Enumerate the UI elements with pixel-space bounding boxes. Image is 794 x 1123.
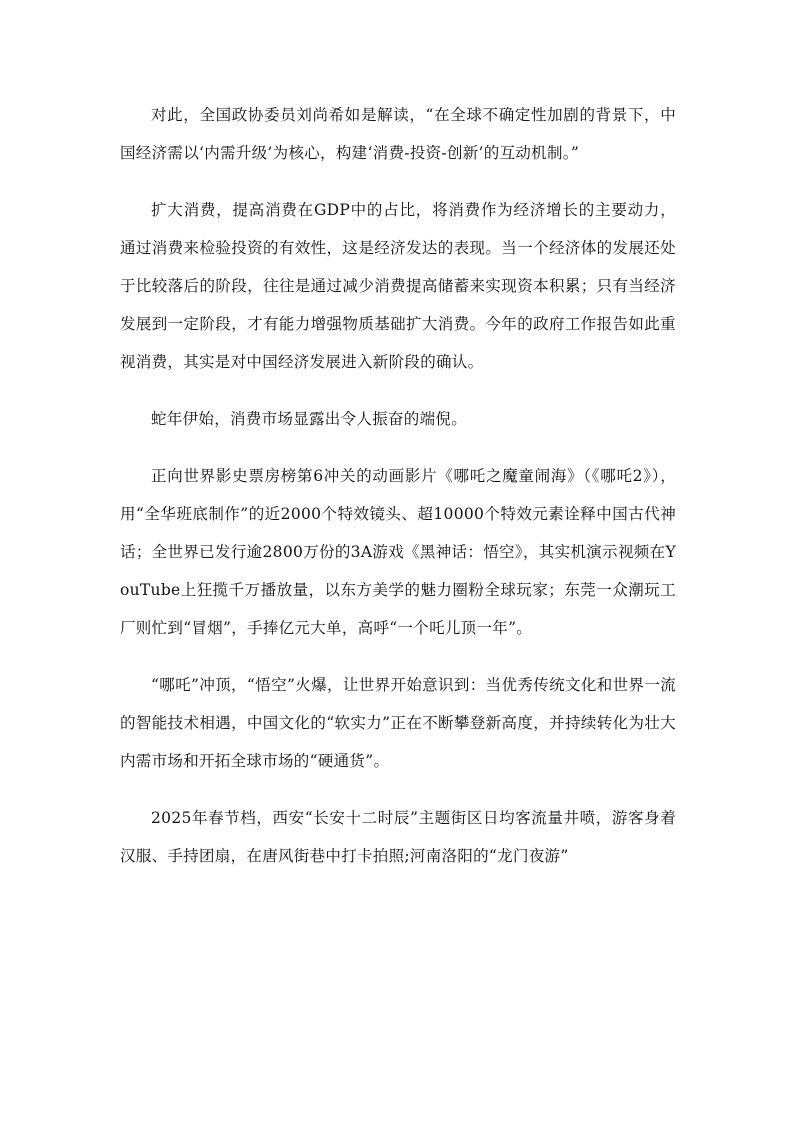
paragraph-5: “哪吒”冲顶，“悟空”火爆，让世界开始意识到：当优秀传统文化和世界一流的智能技术相遇，中国文化的“软实力”正在不断攀登新高度，并持续转化为壮大内需市场和开拓全球市场的“硬通货”。	[120, 676, 676, 770]
paragraph-1: 对此，全国政协委员刘尚希如是解读，“在全球不确定性加剧的背景下，中国经济需以‘内需升级’为核心，构建‘消费-投资-创新’的互动机制。”	[120, 106, 676, 162]
article-body	[120, 96, 676, 894]
paragraph-6: 2025年春节档，西安“长安十二时辰”主题街区日均客流量井喷，游客身着汉服、手持团扇，在唐风街巷中打卡拍照;河南洛阳的“龙门夜游”	[120, 809, 676, 865]
paragraph-2: 扩大消费，提高消费在GDP中的占比，将消费作为经济增长的主要动力，通过消费来检验投资的有效性，这是经济发达的表现。当一个经济体的发展还处于比较落后的阶段，往往是通过减少消费提高储蓄来实现资本积累；只有当经济发展到一定阶段，才有能力增强物质基础扩大消费。今年的政府工作报告如此重视消费，其实是对中国经济发展进入新阶段的确认。	[120, 201, 676, 371]
paragraph-4: 正向世界影史票房榜第6冲关的动画影片《哪吒之魔童闹海》（《哪吒2》），用“全华班底制作”的近2000个特效镜头、超10000个特效元素诠释中国古代神话；全世界已发行逾2800万份的3A游戏《黑神话：悟空》，其实机演示视频在YouTube上狂揽千万播放量，以东方美学的魅力圈粉全球玩家；东莞一众潮玩工厂则忙到“冒烟”，手捧亿元大单，高呼“一个吒儿顶一年”。	[120, 467, 676, 637]
paragraph-3: 蛇年伊始，消费市场显露出令人振奋的端倪。	[151, 410, 468, 428]
